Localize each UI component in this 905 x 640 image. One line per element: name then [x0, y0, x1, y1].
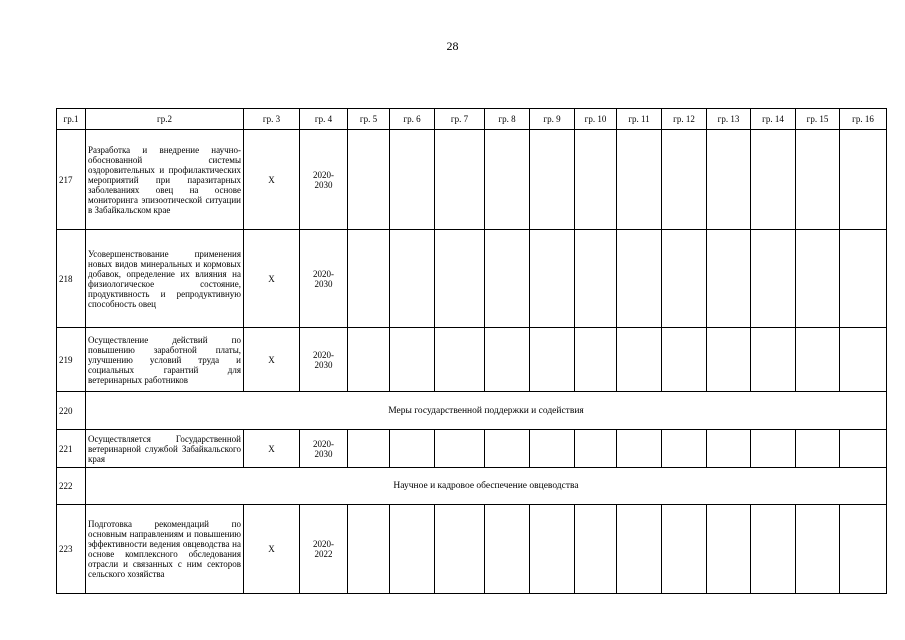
table-row	[57, 230, 887, 328]
row-period: 2020- 2022	[300, 505, 348, 594]
row-number: 223	[57, 505, 86, 594]
row-description: Осуществляется Государственной ветеринарной службой Забайкальского края	[86, 430, 244, 468]
row-gr3: X	[244, 505, 300, 594]
column-header: гр. 13	[707, 109, 751, 130]
column-header: гр. 12	[662, 109, 707, 130]
section-title: Научное и кадровое обеспечение овцеводства	[86, 468, 887, 505]
data-table	[56, 108, 887, 594]
header-row	[57, 109, 887, 130]
row-number: 221	[57, 430, 86, 468]
column-header: гр. 3	[244, 109, 300, 130]
row-gr3: X	[244, 430, 300, 468]
row-description: Усовершенствование применения новых видов минеральных и кормовых добавок, определение их влияния на физиологическое состояние, продуктивность и репродуктивную способность овец	[86, 230, 244, 328]
column-header: гр. 9	[530, 109, 575, 130]
column-header: гр. 5	[348, 109, 390, 130]
row-gr3: X	[244, 230, 300, 328]
column-header: гр.2	[86, 109, 244, 130]
column-header: гр.1	[57, 109, 86, 130]
column-header: гр. 8	[485, 109, 530, 130]
row-number: 220	[57, 392, 86, 430]
column-header: гр. 6	[390, 109, 435, 130]
table-row	[57, 130, 887, 230]
column-header: гр. 16	[840, 109, 887, 130]
row-description: Разработка и внедрение научно-обоснованной системы оздоровительных и профилактических мероприятий при паразитарных заболеваниях овец на основе мониторинга эпизоотической ситуации в Забайкальском крае	[86, 130, 244, 230]
row-gr3: X	[244, 130, 300, 230]
page-number: 28	[446, 39, 459, 53]
row-number: 218	[57, 230, 86, 328]
table-row	[57, 505, 887, 594]
row-description: Осуществление действий по повышению заработной платы, улучшению условий труда и социальных гарантий для ветеринарных работников	[86, 328, 244, 392]
column-header: гр. 11	[617, 109, 662, 130]
row-period: 2020- 2030	[300, 328, 348, 392]
row-period: 2020- 2030	[300, 230, 348, 328]
column-header: гр. 15	[796, 109, 840, 130]
table-row	[57, 328, 887, 392]
row-number: 219	[57, 328, 86, 392]
column-header: гр. 4	[300, 109, 348, 130]
row-number: 222	[57, 468, 86, 505]
row-number: 217	[57, 130, 86, 230]
row-description: Подготовка рекомендаций по основным направлениям и повышению эффективности ведения овцеводства на основе комплексного обследования отрасли и связанных с ним секторов сельского хозяйства	[86, 505, 244, 594]
row-gr3: X	[244, 328, 300, 392]
section-row	[57, 468, 887, 505]
section-row	[57, 392, 887, 430]
row-period: 2020- 2030	[300, 130, 348, 230]
section-title: Меры государственной поддержки и содействия	[86, 392, 887, 430]
table-row	[57, 430, 887, 468]
column-header: гр. 14	[751, 109, 796, 130]
column-header: гр. 7	[435, 109, 485, 130]
row-period: 2020- 2030	[300, 430, 348, 468]
column-header: гр. 10	[575, 109, 617, 130]
